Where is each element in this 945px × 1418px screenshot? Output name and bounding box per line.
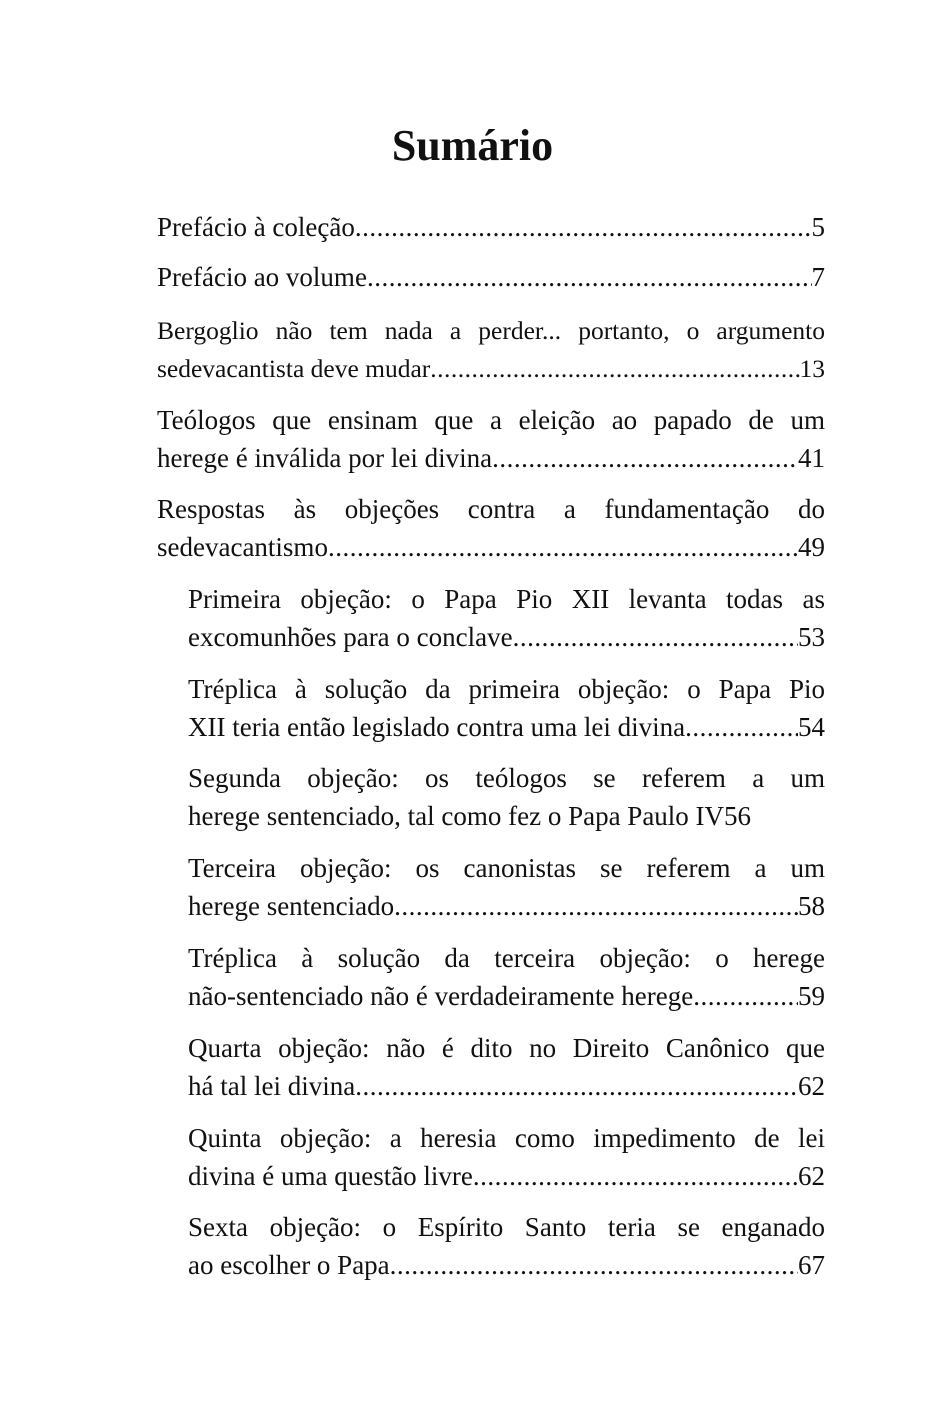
toc-entry[interactable] [188,1119,825,1195]
toc-page-number: 49 [798,532,825,562]
toc-entry[interactable] [188,849,825,925]
leader-dots [328,528,798,566]
toc-entry-title-cont: sedevacantismo [157,532,328,562]
toc-entry-title-cont: ao escolher o Papa [188,1250,390,1280]
toc-entry-title: Terceira objeção: os canonistas se referem a um [188,853,825,883]
leader-dots [685,708,798,746]
toc-page-number: 59 [798,981,825,1011]
toc-page-number: 13 [799,354,825,383]
leader-dots [390,1246,798,1284]
toc-entry-title-cont: herege sentenciado, tal como fez o Papa Paulo IV [188,801,725,831]
toc-entry[interactable] [188,670,825,746]
leader-dots [355,208,812,246]
toc-entry-title: Tréplica à solução da terceira objeção: o herege [188,943,825,973]
toc-page-number: 5 [811,212,825,242]
toc-entry-title-cont: há tal lei divina [188,1071,356,1101]
toc-page-number: 56 [724,801,752,831]
toc-entry-title: Prefácio à coleção [157,212,355,242]
toc-entry-title-cont: não-sentenciado não é verdadeiramente herege [188,981,694,1011]
toc-entry-title: Respostas às objeções contra a fundamentação do [157,494,825,524]
toc-entry-title: Quarta objeção: não é dito no Direito Canônico que [188,1033,825,1063]
toc-page-number: 41 [798,443,825,473]
toc-page-number: 53 [798,622,825,652]
toc-page-number: 67 [798,1250,825,1280]
toc-entry[interactable] [188,1208,825,1284]
toc-page-number: 62 [798,1161,825,1191]
toc-entry-title: Sexta objeção: o Espírito Santo teria se enganado [188,1212,825,1242]
leader-dots [394,887,798,925]
toc-page-number: 62 [798,1071,825,1101]
toc-page-number: 58 [798,891,825,921]
toc-page-number: 7 [811,262,825,292]
toc-entry[interactable] [188,759,825,835]
leader-dots [355,1067,798,1105]
toc-entry-title-cont: herege é inválida por lei divina [157,443,493,473]
page-title: Sumário [391,121,554,170]
toc-entry-title: Primeira objeção: o Papa Pio XII levanta todas as [188,584,825,614]
toc-entry[interactable] [188,1029,825,1105]
toc-entry-title: Bergoglio não tem nada a perder... portanto, o argumento [157,316,825,345]
toc-entry-title: Quinta objeção: a heresia como impedimento de lei [188,1123,825,1153]
leader-dots [473,1157,798,1195]
toc-entry[interactable] [157,401,825,477]
toc-entry-title-cont: herege sentenciado [188,891,395,921]
leader-dots [367,258,812,296]
toc-entry-title: Teólogos que ensinam que a eleição ao papado de um [157,405,825,435]
toc-entry[interactable] [188,580,825,656]
leader-dots [492,439,798,477]
toc-entry-title-cont: sedevacantista deve mudar [157,354,431,383]
toc-entry[interactable] [157,490,825,566]
leader-dots [430,350,799,388]
toc-page-number: 54 [798,712,825,742]
leader-dots [513,618,798,656]
toc-entry[interactable] [188,939,825,1015]
toc-entry-title: Prefácio ao volume [157,262,367,292]
toc-entry-title: Segunda objeção: os teólogos se referem a um [188,763,825,793]
toc-entry[interactable] [157,208,825,246]
toc-entry-title-cont: excomunhões para o conclave [188,622,513,652]
toc-entry-title: Tréplica à solução da primeira objeção: o Papa Pio [188,674,825,704]
toc-entry[interactable] [157,258,825,296]
toc-entry-title-cont: divina é uma questão livre [188,1161,473,1191]
toc-entry[interactable] [157,312,825,388]
leader-dots [693,977,798,1015]
toc-entry-title-cont: XII teria então legislado contra uma lei divina [188,712,686,742]
